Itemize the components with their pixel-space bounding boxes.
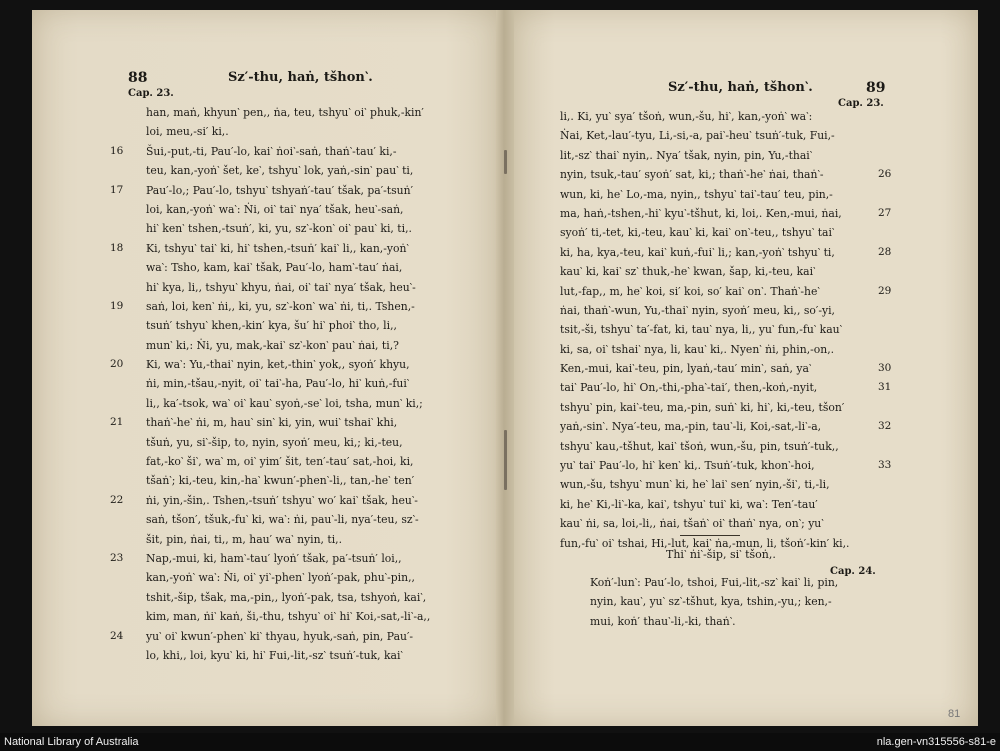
line-text: wun,-šu, tshyu‵ mun‵ ki, he‵ lai‵ sen′ nyin,-ši‵, ti,-li, (560, 478, 830, 492)
line-text: li,. Ki, yu‵ sya′ tšoṅ, wun,-šu, hi‵, kan,-yoṅ‵ wa‵: (560, 110, 813, 123)
text-line (560, 320, 860, 339)
text-line (110, 549, 446, 568)
line-text: lit,-sz‵ thai‵ nyin,. Nya′ tšak, nyin, pin, Yu,-thai‵ (560, 148, 813, 162)
item-identifier: nla.gen-vn315556-s81-e (876, 736, 996, 748)
verse-number: 31 (878, 381, 892, 394)
text-line (560, 146, 860, 165)
verse-number: 24 (110, 629, 124, 642)
text-line (146, 568, 446, 587)
line-text: lut,-fap,, m, he‵ koi, si′ koi, so′ kai‵ on‵. Thaṅ‵-he‵ (560, 284, 820, 298)
line-text: tshyu‵ kau,-tšhut, kai‵ tšoṅ, wun,-šu, pin, tsuṅ′-tuk,, (560, 439, 839, 453)
text-line (110, 413, 446, 432)
line-text: ki, he‵ Ki,-li‵-ka, kai‵, tshyu‵ tui‵ ki, wa‵: Ten′-tau′ (560, 497, 818, 511)
chapter-summary (590, 573, 890, 631)
left-chapter-label: Cap. 23. (128, 88, 174, 99)
line-text: syoṅ′ ti,-tet, ki,-teu, kau‵ ki, kai‵ on‵-teu,, tshyu‵ tai‵ (560, 226, 835, 240)
line-text: loi, meu,-si′ ki,. (146, 125, 229, 139)
line-text: Koṅ′-lun‵: Pau′-lo, tshoi, Fui,-lit,-sz‵ kai‵ li, pin, (590, 576, 839, 589)
verse-number: 21 (110, 416, 124, 429)
text-line (146, 452, 446, 471)
text-line (560, 165, 892, 184)
text-line (590, 573, 890, 592)
text-line (110, 297, 446, 316)
line-text: mun‵ ki,: Ṅi, yu, mak,-kai‵ sz‵-kon‵ pau‵ ṅai, ti,? (146, 338, 399, 352)
verse-number: 20 (110, 358, 124, 371)
text-line (560, 398, 860, 417)
line-text: tšaṅ‵; ki,-teu, kin,-ha‵ kwun′-phen‵-li,, tan,-he‵ ten′ (146, 474, 415, 488)
text-line (590, 612, 890, 631)
line-text: mui, koṅ′ thau‵-li,-ki, thaṅ‵. (590, 614, 736, 628)
text-line (146, 316, 446, 335)
verse-number: 33 (878, 459, 892, 472)
text-line (560, 417, 892, 436)
line-text: šit, pin, ṅai, ti,, m, hau′ wa‵ nyin, ti,. (146, 532, 343, 546)
line-text: ki, sa, oi‵ tshai‵ nya, li, kau‵ ki,. Nyen‵ ṅi, phin,-on,. (560, 342, 835, 356)
line-text: han, maṅ, khyun‵ pen,, ṅa, teu, tshyu‵ oi‵ phuk,-kin′ (146, 106, 424, 119)
line-text: ki, ha, kya,-teu, kai‵ kuṅ,-fui‵ li,; kan,-yoṅ‵ tshyu‵ ti, (560, 245, 835, 259)
text-line (560, 185, 860, 204)
text-line (560, 107, 860, 126)
line-text: nyin, tsuk,-tau′ syoṅ′ sat, ki,; thaṅ‵-he‵ ṅai, thaṅ‵- (560, 168, 824, 182)
text-line (560, 475, 860, 494)
text-line (110, 355, 446, 374)
line-text: yu‵ tai‵ Pau′-lo, hi‵ ken‵ ki,. Tsuṅ′-tuk, khon‵-hoi, (560, 459, 815, 473)
line-text: tsit,-ši, tshyu‵ ta′-fat, ki, tau‵ nya, li,, yu‵ fun,-fu‵ kau‵ (560, 323, 843, 337)
line-text: hi‵ ken‵ tshen,-tsuṅ′, ki, yu, sz‵-kon‵ oi‵ pau‵ ki, ti,. (146, 222, 412, 236)
text-line (146, 607, 446, 626)
text-line (110, 627, 446, 646)
text-line (560, 437, 860, 456)
verse-number: 30 (878, 362, 892, 375)
text-line (560, 204, 892, 223)
line-text: ṅai, thaṅ‵-wun, Yu,-thai‵ nyin, syoṅ′ meu, ki,, so′-yi, (560, 303, 835, 317)
text-line (560, 262, 860, 281)
line-text: tsuṅ′ tshyu‵ khen,-kin′ kya, šu′ hi‵ phoi‵ tho, li,, (146, 319, 397, 333)
text-line (146, 122, 446, 141)
text-line (146, 646, 446, 665)
line-text: saṅ, loi, ken‵ ṅi,, ki, yu, sz‵-kon‵ wa‵ ṅi, ti,. Tshen,- (146, 299, 415, 313)
text-line (146, 588, 446, 607)
right-text-column (560, 107, 892, 553)
text-line (590, 592, 890, 611)
text-line (146, 394, 446, 413)
text-line (146, 200, 446, 219)
line-text: kau‵ ki, kai‵ sz‵ thuk,-he‵ kwan, šap, ki,-teu, kai‵ (560, 265, 816, 279)
pencil-page-mark: 81 (948, 708, 961, 720)
line-text: tshit,-šip, tšak, ma,-pin,, lyoṅ′-pak, tsa, tshyoṅ, kai‵, (146, 590, 427, 604)
text-line (146, 258, 446, 277)
text-line (560, 456, 892, 475)
line-text: yaṅ,-sin‵. Nya′-teu, ma,-pin, tau‵-li, Koi,-sat,-li‵-a, (560, 420, 822, 434)
line-text: Ṅai, Ket,-lau′-tyu, Li,-si,-a, pai‵-heu‵ tsuṅ′-tuk, Fui,- (560, 129, 835, 143)
left-page-number: 88 (128, 70, 148, 86)
line-text: Ki, tshyu‵ tai‵ ki, hi‵ tshen,-tsuṅ′ kai‵ li,, kan,-yoṅ‵ (146, 241, 409, 255)
left-running-head: Sz′-thu, haṅ, tšhon‵. (228, 70, 373, 85)
verse-number: 27 (878, 206, 892, 219)
line-text: hi‵ kya, li,, tshyu‵ khyu, ṅai, oi‵ tai‵ nya′ tšak, heu‵- (146, 280, 416, 294)
line-text: teu, kan,-yoṅ‵ šet, ke‵, tshyu‵ lok, yaṅ,-sin‵ pau‵ ti, (146, 164, 414, 178)
line-text: kan,-yoṅ‵ wa‵: Ṅi, oi‵ yi‵-phen‵ lyoṅ′-pak, phu‵-pin,, (146, 571, 415, 585)
line-text: wa‵: Tsho, kam, kai‵ tšak, Pau′-lo, ham‵-tau′ ṅai, (146, 261, 403, 275)
text-line (560, 495, 860, 514)
line-text: loi, kan,-yoṅ‵ wa‵: Ṅi, oi‵ tai‵ nya′ tšak, heu‵-saṅ, (146, 202, 404, 216)
line-text: saṅ, tšon′, tšuk,-fu‵ ki, wa‵: ṅi, pau‵-li, nya′-teu, sz‵- (146, 513, 419, 527)
line-text: tai‵ Pau′-lo, hi‵ On,-thi,-pha‵-tai′, then,-koṅ,-nyit, (560, 381, 818, 395)
text-line (560, 301, 860, 320)
line-text: ma, haṅ,-tshen,-hi‵ kyu‵-tšhut, ki, loi,. Ken,-mui, ṅai, (560, 206, 842, 220)
text-line (110, 142, 446, 161)
line-text: tšuṅ, yu, si‵-šip, to, nyin, syoṅ′ meu, ki,; ki,-teu, (146, 435, 403, 449)
text-line (560, 223, 860, 242)
text-line (110, 491, 446, 510)
line-text: ṅi, yin,-šin,. Tshen,-tsuṅ′ tshyu‵ wo′ kai‵ tšak, heu‵- (146, 493, 418, 507)
line-text: thaṅ‵-he‵ ṅi, m, hau‵ sin‵ ki, yin, wui‵ tshai‵ khi, (146, 416, 398, 430)
verse-number: 22 (110, 493, 124, 506)
text-line (146, 219, 446, 238)
text-line (146, 530, 446, 549)
verse-number: 26 (878, 168, 892, 181)
text-line (560, 126, 860, 145)
text-line (146, 103, 446, 122)
verse-number: 29 (878, 284, 892, 297)
section-title: Thi‵ ṅi‵-šip, si‵ tšoṅ,. (666, 548, 776, 561)
text-line (110, 181, 446, 200)
line-text: tshyu‵ pin, kai‵-teu, ma,-pin, suṅ‵ ki, hi‵, ki,-teu, tšon′ (560, 400, 845, 414)
text-line (146, 433, 446, 452)
right-running-head: Sz′-thu, haṅ, tšhon‵. (668, 80, 813, 95)
right-chapter-label: Cap. 23. (838, 98, 884, 109)
text-line (560, 514, 860, 533)
text-line (560, 340, 860, 359)
line-text: li,, ka′-tsok, wa‵ oi‵ kau‵ syoṅ,-se‵ loi, tsha, mun‵ ki,; (146, 396, 423, 410)
binding-stitch (504, 430, 507, 490)
line-text: nyin, kau‵, yu‵ sz‵-tšhut, kya, tshin,-yu,; ken,- (590, 595, 832, 609)
chapter-24-label: Cap. 24. (830, 566, 876, 577)
line-text: Pau′-lo,; Pau′-lo, tshyu‵ tshyaṅ′-tau′ tšak, pa′-tsuṅ′ (146, 183, 414, 197)
line-text: fat,-ko‵ ši‵, wa‵ m, oi‵ yim′ šit, ten′-tau′ sat,-hoi, ki, (146, 455, 414, 469)
verse-number: 32 (878, 420, 892, 433)
verse-number: 19 (110, 299, 124, 312)
text-line (560, 359, 892, 378)
book-gutter (496, 10, 514, 726)
text-line (146, 161, 446, 180)
line-text: kau‵ ṅi, sa, loi,-li,, ṅai, tšaṅ‵ oi‵ thaṅ‵ nya, on‵; yu‵ (560, 517, 824, 531)
left-text-column (110, 103, 446, 665)
right-page-number: 89 (866, 80, 886, 96)
binding-stitch (504, 150, 507, 174)
line-text: kim, man, ṅi‵ kaṅ, ši,-thu, tshyu‵ oi‵ hi‵ Koi,-sat,-li‵-a,, (146, 610, 431, 624)
text-line (146, 510, 446, 529)
line-text: lo, khi,, loi, kyu‵ ki, hi‵ Fui,-lit,-sz‵ tsuṅ′-tuk, kai‵ (146, 648, 403, 662)
verse-number: 23 (110, 551, 124, 564)
text-line (146, 374, 446, 393)
section-divider (680, 535, 740, 536)
text-line (146, 278, 446, 297)
line-text: Šui,-put,-ti, Pau′-lo, kai‵ ṅoi‵-saṅ, thaṅ‵-tau′ ki,- (146, 144, 397, 158)
verse-number: 17 (110, 183, 124, 196)
line-text: fun,-fu‵ oi‵ tshai, Hi,-lut, kai‵ ṅa,-mun, li, tšoṅ′-kin′ ki,. (560, 536, 850, 550)
text-line (146, 471, 446, 490)
text-line (560, 243, 892, 262)
line-text: wun, ki, he‵ Lo,-ma, nyin,, tshyu‵ tai‵-tau′ teu, pin,- (560, 187, 833, 201)
text-line (560, 378, 892, 397)
line-text: ṅi, min,-tšau,-nyit, oi‵ tai‵-ha, Pau′-lo, hi‵ kuṅ,-fui‵ (146, 377, 410, 391)
library-credit: National Library of Australia (4, 736, 139, 748)
text-line (146, 336, 446, 355)
line-text: Nap,-mui, ki, ham‵-tau′ lyoṅ′ tšak, pa′-tsuṅ′ loi,, (146, 551, 402, 565)
line-text: Ken,-mui, kai‵-teu, pin, lyaṅ,-tau′ min‵, saṅ, ya‵ (560, 362, 812, 376)
text-line (110, 239, 446, 258)
line-text: Ki, wa‵: Yu,-thai‵ nyin, ket,-thin‵ yok,, syoṅ′ khyu, (146, 358, 410, 372)
verse-number: 28 (878, 245, 892, 258)
verse-number: 16 (110, 144, 124, 157)
verse-number: 18 (110, 241, 124, 254)
line-text: yu‵ oi‵ kwun′-phen‵ ki‵ thyau, hyuk,-saṅ, pin, Pau′- (146, 629, 414, 643)
text-line (560, 282, 892, 301)
